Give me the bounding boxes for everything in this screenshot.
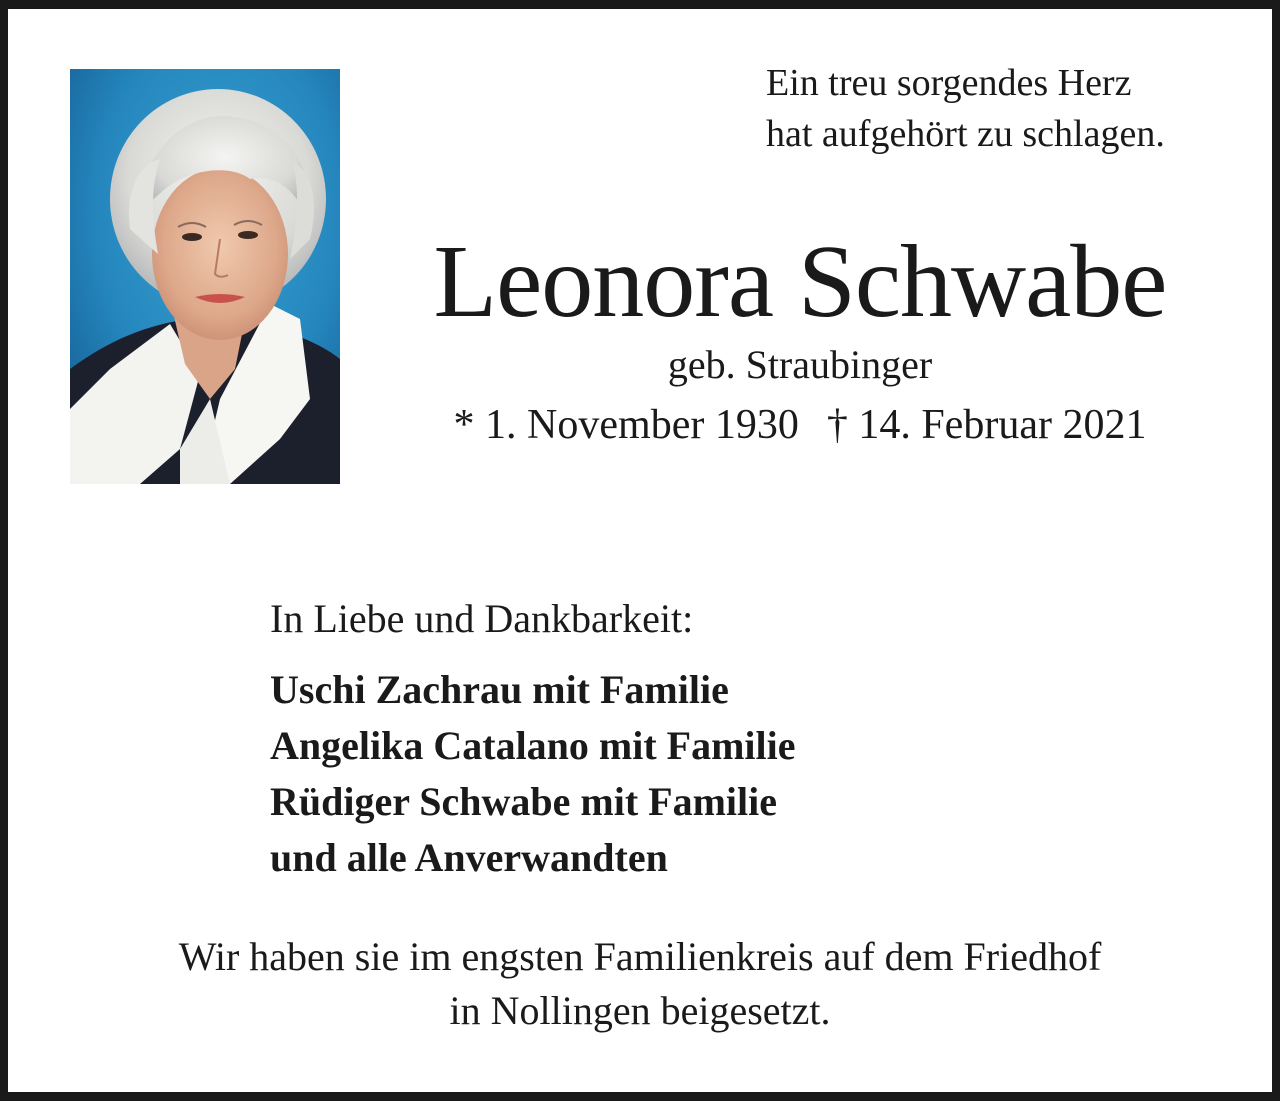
burial-line-1: Wir haben sie im engsten Familienkreis auf dem Friedhof [178,934,1102,979]
dedication-text: In Liebe und Dankbarkeit: [270,596,694,641]
motto-line-2: hat aufgehört zu schlagen. [766,113,1165,155]
portrait-photo [70,69,340,484]
mourners-list [270,662,796,886]
mourner-line: Angelika Catalano mit Familie [270,723,796,768]
life-dates [360,398,1240,452]
mourner-line: Uschi Zachrau mit Familie [270,667,729,712]
burial-line-2: in Nollingen beigesetzt. [449,988,831,1033]
birth-date: * 1. November 1930 [453,402,799,448]
motto-line-1: Ein treu sorgendes Herz [766,62,1132,104]
motto-verse [766,58,1246,160]
deceased-name: Leonora Schwabe [433,224,1167,339]
mourner-line: und alle Anverwandten [270,835,668,880]
maiden-name: geb. Straubinger [667,342,933,387]
mourner-line: Rüdiger Schwabe mit Familie [270,779,778,824]
death-date: † 14. Februar 2021 [826,402,1147,448]
burial-notice [40,930,1240,1038]
